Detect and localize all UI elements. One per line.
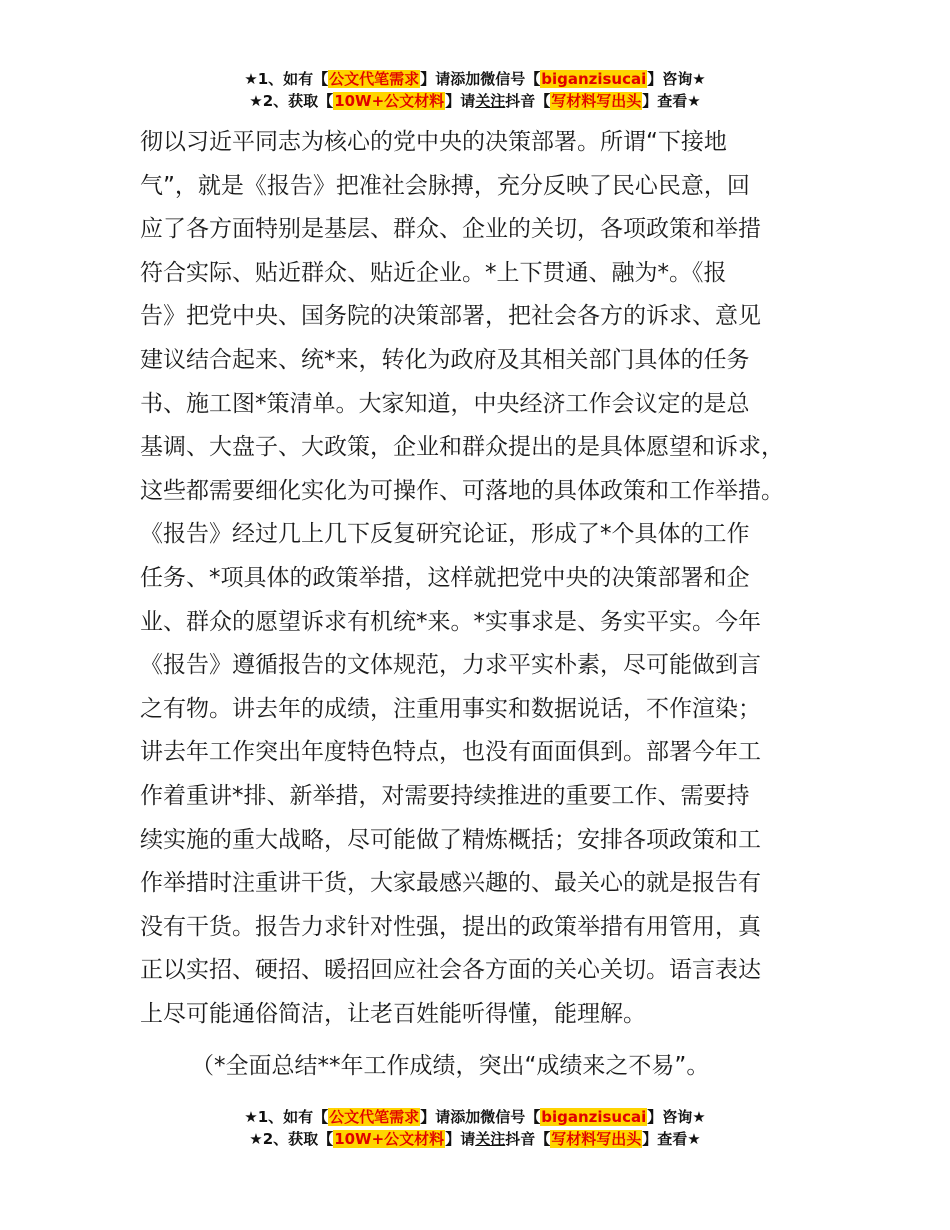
highlight-douyin-account: 写材料写出头	[551, 92, 642, 110]
text-line: 作举措时注重讲干货，大家最感兴趣的、最关心的就是报告有	[140, 870, 761, 897]
banner-text: 】咨询★	[647, 1108, 706, 1126]
highlight-service: 公文代笔需求	[329, 70, 420, 88]
text-line: 业、群众的愿望诉求有机统*来。*实事求是、务实平实。今年	[140, 608, 761, 635]
text-line: 上尽可能通俗简洁，让老百姓能听得懂，能理解。	[140, 1000, 646, 1027]
text-line: 续实施的重大战略，尽可能做了精炼概括；安排各项政策和工	[140, 826, 761, 853]
text-line: 讲去年工作突出年度特色特点，也没有面面俱到。部署今年工	[140, 739, 761, 766]
text-line: 书、施工图*策清单。大家知道，中央经济工作会议定的是总	[140, 390, 750, 417]
highlight-materials: 10W+公文材料	[334, 92, 445, 110]
section-heading-paragraph: （*全面总结**年工作成绩，突出“成绩来之不易”。	[191, 1053, 710, 1080]
footer-banner	[0, 1106, 950, 1150]
text-line: 符合实际、贴近群众、贴近企业。*上下贯通、融为*。《报	[140, 259, 727, 286]
underlined-follow: 关注	[475, 1130, 506, 1148]
underlined-follow: 关注	[475, 92, 506, 110]
text-line: 《报告》经过几上几下反复研究论证，形成了*个具体的工作	[140, 521, 750, 548]
highlight-douyin-account: 写材料写出头	[551, 1130, 642, 1148]
banner-text: 】查看★	[642, 92, 701, 110]
banner-text: 抖音【	[505, 1130, 551, 1148]
banner-text: ★2、获取【	[249, 1130, 334, 1148]
banner-line-2	[0, 1128, 950, 1150]
banner-text: 】请	[445, 92, 476, 110]
text-line: 没有干货。报告力求针对性强，提出的政策举措有用管用，真	[140, 913, 761, 940]
banner-text: 】咨询★	[647, 70, 706, 88]
text-line: 气”，就是《报告》把准社会脉搏，充分反映了民心民意，回	[140, 172, 750, 199]
text-line: 这些都需要细化实化为可操作、可落地的具体政策和工作举措。	[140, 477, 784, 504]
banner-text: ★1、如有【	[244, 70, 329, 88]
highlight-wechat-id: biganzisucai	[541, 1108, 647, 1126]
banner-line-2	[0, 90, 950, 112]
text-line: 彻以习近平同志为核心的党中央的决策部署。所谓“下接地	[140, 129, 727, 155]
text-line: 应了各方面特别是基层、群众、企业的关切，各项政策和举措	[140, 216, 761, 243]
text-line: 建议结合起来、统*来，转化为政府及其相关部门具体的任务	[140, 346, 750, 373]
highlight-service: 公文代笔需求	[329, 1108, 420, 1126]
banner-text: 】请	[445, 1130, 476, 1148]
banner-text: ★2、获取【	[249, 92, 334, 110]
text-line: 正以实招、硬招、暖招回应社会各方面的关心关切。语言表达	[140, 957, 761, 984]
banner-line-1	[0, 1106, 950, 1128]
banner-text: 】请添加微信号【	[420, 1108, 541, 1126]
text-line: 之有物。讲去年的成绩，注重用事实和数据说话，不作渲染；	[140, 695, 761, 722]
text-line: 作着重讲*排、新举措，对需要持续推进的重要工作、需要持	[140, 782, 750, 809]
text-line: 任务、*项具体的政策举措，这样就把党中央的决策部署和企	[140, 564, 750, 591]
document-body	[140, 121, 840, 1089]
banner-text: ★1、如有【	[244, 1108, 329, 1126]
banner-text: 抖音【	[505, 92, 551, 110]
highlight-materials: 10W+公文材料	[334, 1130, 445, 1148]
text-line: 基调、大盘子、大政策，企业和群众提出的是具体愿望和诉求，	[140, 434, 784, 461]
text-line: 告》把党中央、国务院的决策部署，把社会各方的诉求、意见	[140, 303, 761, 330]
banner-text: 】请添加微信号【	[420, 70, 541, 88]
banner-line-1	[0, 68, 950, 90]
highlight-wechat-id: biganzisucai	[541, 70, 647, 88]
header-banner	[0, 68, 950, 112]
banner-text: 】查看★	[642, 1130, 701, 1148]
text-line: 《报告》遵循报告的文体规范，力求平实朴素，尽可能做到言	[140, 652, 761, 679]
